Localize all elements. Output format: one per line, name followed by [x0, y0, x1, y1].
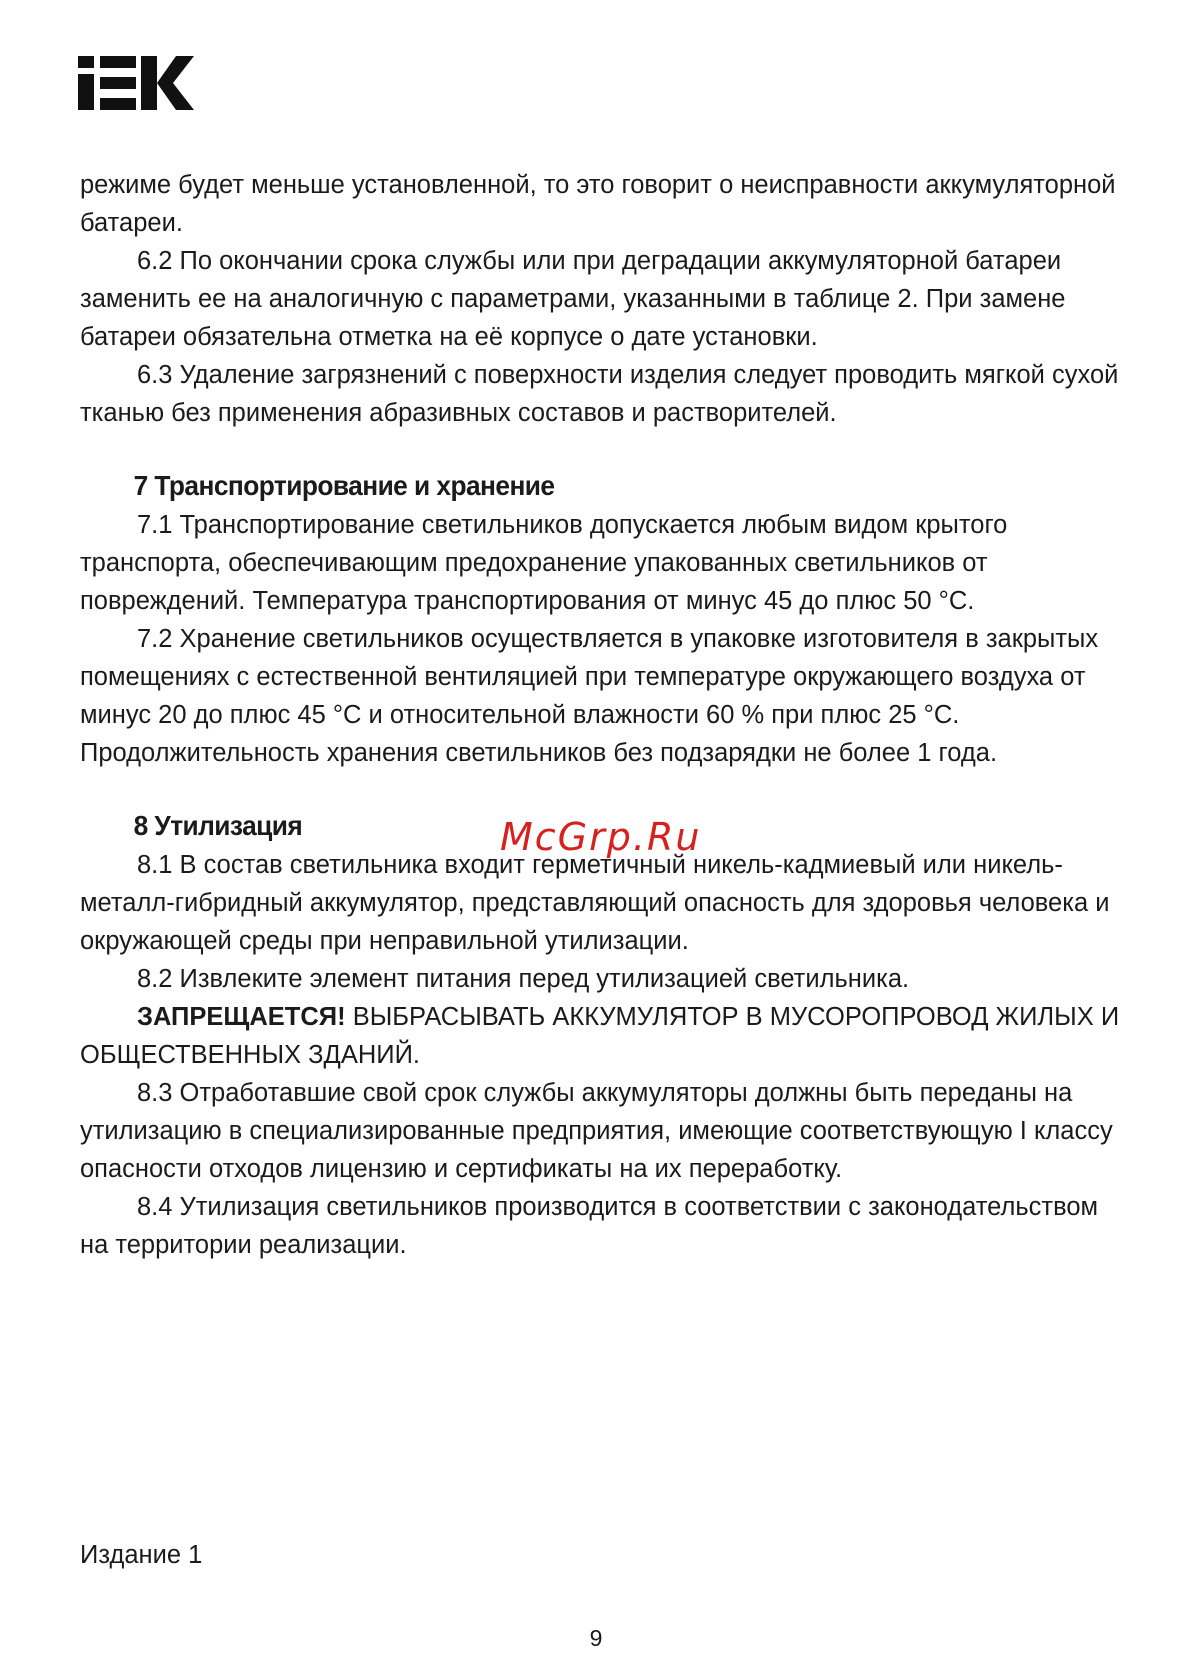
watermark: McGrp.Ru — [500, 815, 702, 859]
paragraph-6-2: 6.2 По окончании срока службы или при деградации аккумуляторной батареи заменить ее на аналогичную с параметрами, указанными в таблице 2. При замене батареи обязательна отметка на её корпусе о дате установки. — [80, 247, 1066, 351]
paragraph-8-2: 8.2 Извлеките элемент питания перед утилизацией светильника. — [137, 965, 910, 993]
warning-paragraph — [80, 998, 1120, 1074]
section-8-heading: 8 Утилизация — [133, 810, 303, 841]
paragraph-7-2: 7.2 Хранение светильников осуществляется в упаковке изготовителя в закрытых помещениях с естественной вентиляцией при температуре окружающего воздуха от минус 20 до плюс 45 °С и относительной влажности 60 % при плюс 25 °С. Продолжительность хранения светильников без подзарядки не более 1 года. — [80, 625, 1099, 767]
paragraph-6-3: 6.3 Удаление загрязнений с поверхности изделия следует проводить мягкой сухой тканью без применения абразивных составов и растворителей. — [80, 361, 1119, 427]
paragraph-8-1: 8.1 В состав светильника входит герметичный никель-кадмиевый или никель-металл-гибридный аккумулятор, представляющий опасность для здоровья человека и окружающей среды при неправильной утилизации. — [80, 851, 1110, 955]
warning-label: ЗАПРЕЩАЕТСЯ! — [137, 1003, 346, 1031]
paragraph-8-3: 8.3 Отработавшие свой срок службы аккумуляторы должны быть переданы на утилизацию в специализированные предприятия, имеющие соответствующую I классу опасности отходов лицензию и сертификаты на их переработку. — [80, 1079, 1113, 1183]
paragraph-7-1: 7.1 Транспортирование светильников допускается любым видом крытого транспорта, обеспечивающим предохранение упакованных светильников от повреждений. Температура транспортирования от минус 45 до плюс 50 °С. — [80, 511, 1008, 615]
paragraph-intro: режиме будет меньше установленной, то это говорит о неисправности аккумуляторной батареи. — [80, 171, 1116, 237]
paragraph-8-4: 8.4 Утилизация светильников производится в соответствии с законодательством на территории реализации. — [80, 1193, 1099, 1259]
edition-label: Издание 1 — [80, 1541, 203, 1569]
iek-logo — [78, 56, 194, 110]
document-body — [80, 166, 1120, 1264]
section-7-heading: 7 Транспортирование и хранение — [133, 470, 555, 501]
page-number: 9 — [589, 1625, 603, 1651]
warning-text: ВЫБРАСЫВАТЬ АККУМУЛЯТОР В МУСОРОПРОВОД ЖИЛЫХ И ОБЩЕСТВЕННЫХ ЗДАНИЙ. — [80, 1003, 1120, 1069]
